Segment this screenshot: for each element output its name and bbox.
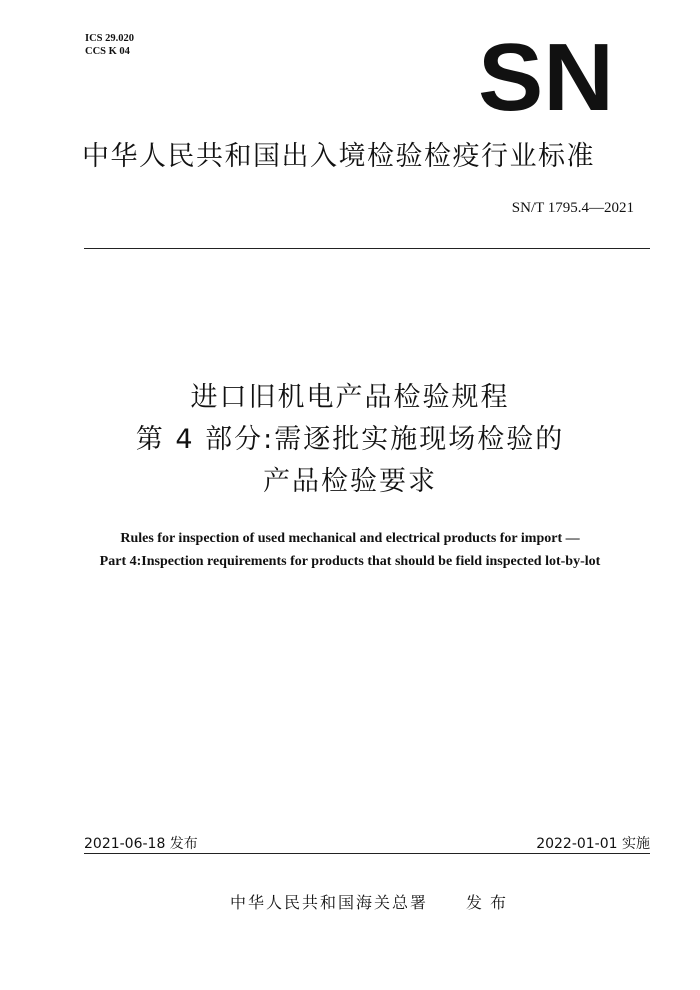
en-title-line-1: Rules for inspection of used mechanical and electrical products for import —	[120, 531, 580, 546]
sn-logo-text: SN	[478, 42, 614, 112]
header-divider	[84, 248, 650, 249]
ics-code: ICS 29.020	[85, 33, 135, 44]
release-date: 2021-06-18 发布	[84, 836, 198, 852]
cn-title-line-1: 进口旧机电产品检验规程	[190, 382, 510, 413]
standard-category: 中华人民共和国出入境检验检疫行业标准	[82, 141, 595, 172]
ccs-code: CCS K 04	[85, 45, 130, 57]
standard-number: SN/T 1795.4—2021	[511, 200, 634, 216]
issue-label: 发布	[466, 893, 515, 912]
footer-divider	[84, 853, 650, 854]
cn-title-line-2: 第 4 部分:需逐批实施现场检验的	[135, 424, 565, 455]
classification-codes	[85, 33, 134, 58]
cn-title-line-3: 产品检验要求	[263, 466, 437, 497]
implementation-date: 2022-01-01 实施	[536, 836, 650, 852]
sn-logo	[478, 42, 614, 112]
issuing-authority: 中华人民共和国海关总署	[230, 893, 429, 912]
en-title-line-2: Part 4:Inspection requirements for products that should be field inspected lot-by-lot	[99, 554, 601, 569]
